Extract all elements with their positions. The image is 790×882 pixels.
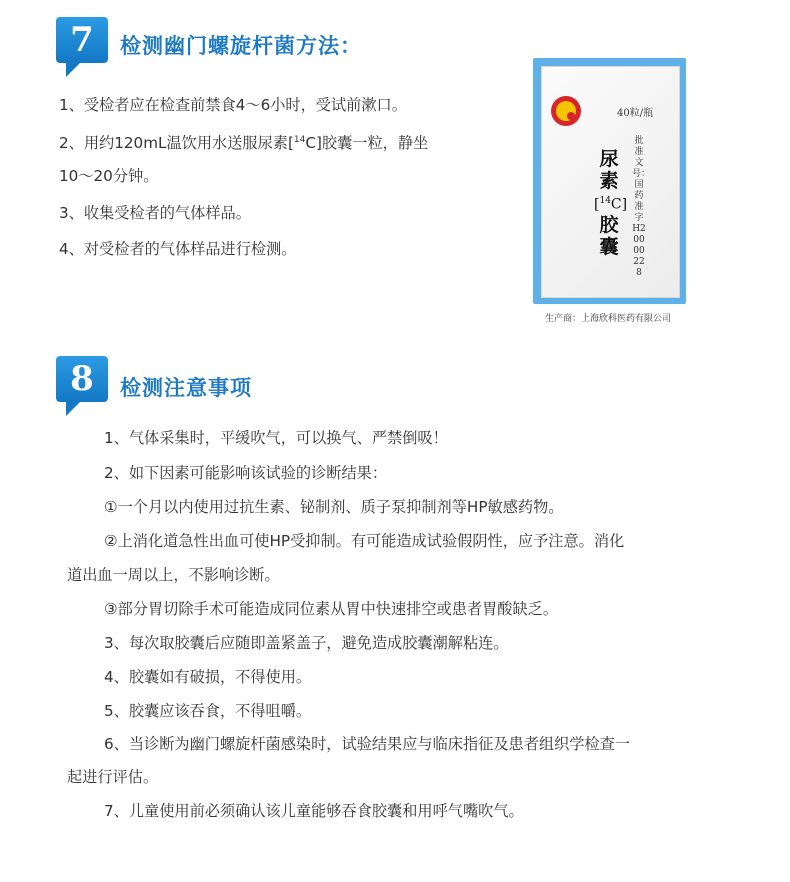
- s8-line-10: 6、当诊断为幽门螺旋杆菌感染时，试验结果应与临床指征及患者组织学检查一: [104, 735, 631, 753]
- product-count: 40粒/瓶: [617, 108, 654, 119]
- s8-line-11: 起进行评估。: [67, 768, 159, 786]
- product-name-char-4: 囊: [599, 235, 619, 258]
- s7-isotope: 14: [293, 135, 306, 145]
- product-name-char-3: 胶: [599, 213, 619, 236]
- bracket-open: [: [594, 196, 600, 213]
- radiation-icon: [551, 96, 581, 126]
- s7-line-4: 3、收集受检者的气体样品。: [59, 204, 251, 222]
- product-approval-number: 批准文号：国药准字H20000228: [632, 136, 651, 278]
- s8-line-4: ②上消化道急性出血可使HP受抑制。有可能造成试验假阴性，应予注意。消化: [104, 532, 625, 550]
- s7-line-1: 1、受检者应在检查前禁食4～6小时，受试前漱口。: [59, 96, 407, 114]
- s7-line-2: [59, 130, 428, 153]
- s8-line-1: 1、气体采集时，平缓吹气，可以换气、严禁倒吸！: [104, 429, 448, 447]
- section-8-badge: [56, 356, 108, 402]
- section-8-number: 8: [70, 359, 94, 399]
- s8-line-8: 4、胶囊如有破损，不得使用。: [104, 668, 312, 686]
- section-8-title: 检测注意事项: [120, 376, 252, 400]
- section-7-number: 7: [70, 20, 94, 60]
- s8-line-6: ③部分胃切除手术可能造成同位素从胃中快速排空或患者胃酸缺乏。: [104, 600, 559, 618]
- product-name-char-1: 尿: [599, 148, 619, 170]
- s7-line-2a: 2、用约120mL温饮用水送服尿素[: [59, 134, 294, 153]
- product-name: [594, 148, 628, 258]
- s8-line-3: ①一个月以内使用过抗生素、铋制剂、质子泵抑制剂等HP敏感药物。: [104, 498, 564, 516]
- s7-line-2b: C]胶囊一粒，静坐: [305, 134, 429, 153]
- s8-line-9: 5、胶囊应该吞食，不得咀嚼。: [104, 702, 312, 720]
- bracket-close: C]: [610, 196, 628, 213]
- s7-line-5: 4、对受检者的气体样品进行检测。: [59, 240, 297, 258]
- product-name-char-2: 素: [599, 170, 619, 192]
- s8-line-2: 2、如下因素可能影响该试验的诊断结果：: [104, 464, 388, 482]
- s8-line-5: 道出血一周以上，不影响诊断。: [67, 566, 280, 584]
- product-manufacturer: 生产商：上海欣科医药有限公司: [545, 314, 672, 324]
- s7-line-3: 10～20分钟。: [59, 167, 159, 185]
- s8-line-7: 3、每次取胶囊后应随即盖紧盖子，避免造成胶囊潮解粘连。: [104, 634, 509, 652]
- product-isotope-label: [594, 192, 628, 214]
- s8-line-12: 7、儿童使用前必须确认该儿童能够吞食胶囊和用呼气嘴吹气。: [104, 802, 524, 820]
- section-7-title: 检测幽门螺旋杆菌方法：: [120, 34, 362, 58]
- product-isotope: 14: [599, 196, 611, 206]
- section-7-badge: [56, 17, 108, 63]
